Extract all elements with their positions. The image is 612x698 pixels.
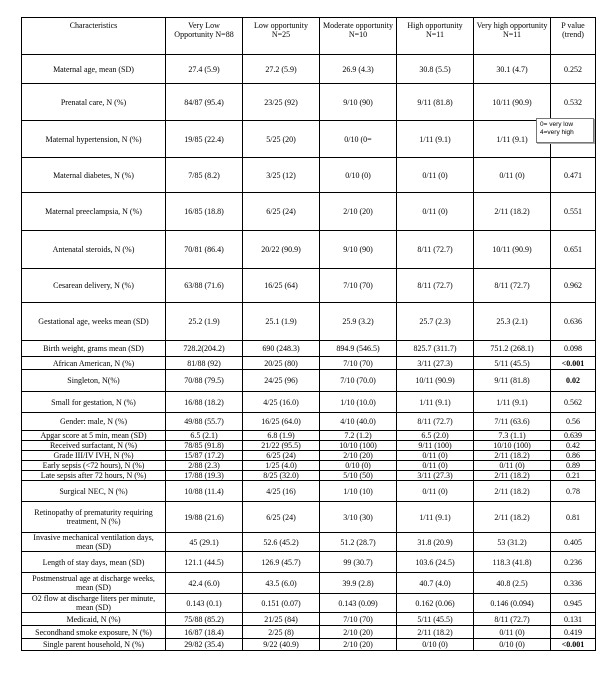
value-cell: 6.5 (2.1) — [166, 431, 243, 441]
value-cell: 121.1 (44.5) — [166, 552, 243, 573]
p-value-cell: 0.21 — [551, 471, 596, 481]
value-cell: 25.1 (1.9) — [243, 303, 320, 341]
table-row — [22, 552, 596, 573]
value-cell: 8/11 (72.7) — [474, 269, 551, 303]
table-row — [22, 461, 596, 471]
value-cell: 8/11 (72.7) — [397, 269, 474, 303]
p-value-cell: 0.471 — [551, 158, 596, 193]
row-label: Surgical NEC, N (%) — [22, 481, 166, 502]
value-cell: 9/10 (90) — [320, 84, 397, 121]
p-value-cell: 0.562 — [551, 392, 596, 413]
row-label: Birth weight, grams mean (SD) — [22, 341, 166, 357]
row-label: Maternal preeclampsia, N (%) — [22, 193, 166, 231]
characteristics-table — [21, 17, 596, 651]
row-label: Maternal age, mean (SD) — [22, 55, 166, 84]
value-cell: 63/88 (71.6) — [166, 269, 243, 303]
value-cell: 1/10 (10.0) — [320, 392, 397, 413]
value-cell: 3/10 (30) — [320, 502, 397, 533]
value-cell: 2/11 (18.2) — [474, 502, 551, 533]
row-label: Retinopathy of prematurity requiring treatment, N (%) — [22, 502, 166, 533]
value-cell: 825.7 (311.7) — [397, 341, 474, 357]
table-row — [22, 269, 596, 303]
value-cell: 1/11 (9.1) — [474, 392, 551, 413]
table-row — [22, 471, 596, 481]
value-cell: 16/25 (64.0) — [243, 413, 320, 431]
scale-legend-note — [536, 118, 594, 143]
table-row — [22, 121, 596, 158]
row-label: Maternal diabetes, N (%) — [22, 158, 166, 193]
value-cell: 10/11 (90.9) — [397, 370, 474, 392]
value-cell: 9/11 (81.8) — [474, 370, 551, 392]
value-cell: 16/87 (18.4) — [166, 626, 243, 639]
column-header: Moderate opportunity N=10 — [320, 18, 397, 55]
value-cell: 0.151 (0.07) — [243, 594, 320, 613]
value-cell: 19/88 (21.6) — [166, 502, 243, 533]
value-cell: 19/85 (22.4) — [166, 121, 243, 158]
value-cell: 8/11 (72.7) — [474, 613, 551, 626]
value-cell: 70/88 (79.5) — [166, 370, 243, 392]
value-cell: 84/87 (95.4) — [166, 84, 243, 121]
value-cell: 1/10 (10) — [320, 481, 397, 502]
p-value-cell: 0.532 — [551, 84, 596, 121]
legend-line: 0= very low — [540, 121, 574, 128]
value-cell: 3/11 (27.3) — [397, 357, 474, 370]
value-cell: 30.1 (4.7) — [474, 55, 551, 84]
value-cell: 9/10 (90) — [320, 231, 397, 269]
value-cell: 2/11 (18.2) — [397, 626, 474, 639]
row-label: Length of stay days, mean (SD) — [22, 552, 166, 573]
value-cell: 0/11 (0) — [397, 461, 474, 471]
value-cell: 26.9 (4.3) — [320, 55, 397, 84]
p-value-cell: 0.81 — [551, 502, 596, 533]
table-row — [22, 533, 596, 552]
row-label: Gestational age, weeks mean (SD) — [22, 303, 166, 341]
value-cell: 1/11 (9.1) — [474, 121, 551, 158]
value-cell: 0/10 (0= — [320, 121, 397, 158]
value-cell: 10/11 (90.9) — [474, 231, 551, 269]
value-cell: 126.9 (45.7) — [243, 552, 320, 573]
value-cell: 6.5 (2.0) — [397, 431, 474, 441]
value-cell: 4/25 (16.0) — [243, 392, 320, 413]
row-label: Medicaid, N (%) — [22, 613, 166, 626]
value-cell: 40.7 (4.0) — [397, 573, 474, 594]
value-cell: 16/25 (64) — [243, 269, 320, 303]
value-cell: 0/10 (0) — [474, 639, 551, 651]
value-cell: 1/11 (9.1) — [397, 121, 474, 158]
row-label: Gender: male, N (%) — [22, 413, 166, 431]
value-cell: 7/11 (63.6) — [474, 413, 551, 431]
table-row — [22, 626, 596, 639]
p-value-cell: 0.098 — [551, 341, 596, 357]
table-row — [22, 451, 596, 461]
value-cell: 27.2 (5.9) — [243, 55, 320, 84]
table-row — [22, 357, 596, 370]
value-cell: 7/10 (70) — [320, 269, 397, 303]
table-row — [22, 481, 596, 502]
value-cell: 0.143 (0.1) — [166, 594, 243, 613]
table-row — [22, 158, 596, 193]
p-value-cell: 0.02 — [551, 370, 596, 392]
row-label: Secondhand smoke exposure, N (%) — [22, 626, 166, 639]
value-cell: 5/11 (45.5) — [474, 357, 551, 370]
row-label: O2 flow at discharge liters per minute, mean (SD) — [22, 594, 166, 613]
value-cell: 70/81 (86.4) — [166, 231, 243, 269]
value-cell: 0/10 (0) — [320, 461, 397, 471]
table-row — [22, 193, 596, 231]
value-cell: 27.4 (5.9) — [166, 55, 243, 84]
value-cell: 81/88 (92) — [166, 357, 243, 370]
value-cell: 103.6 (24.5) — [397, 552, 474, 573]
legend-line: 4=very high — [540, 129, 574, 136]
value-cell: 0/10 (0) — [320, 158, 397, 193]
table-row — [22, 231, 596, 269]
value-cell: 7/10 (70) — [320, 613, 397, 626]
value-cell: 43.5 (6.0) — [243, 573, 320, 594]
value-cell: 5/11 (45.5) — [397, 613, 474, 626]
row-label: African American, N (%) — [22, 357, 166, 370]
value-cell: 2/11 (18.2) — [474, 481, 551, 502]
value-cell: 25.2 (1.9) — [166, 303, 243, 341]
table-row — [22, 55, 596, 84]
value-cell: 9/11 (100) — [397, 441, 474, 451]
row-label: Single parent household, N (%) — [22, 639, 166, 651]
p-value-cell: <0.001 — [551, 357, 596, 370]
table-row — [22, 341, 596, 357]
value-cell: 7/85 (8.2) — [166, 158, 243, 193]
value-cell: 7.2 (1.2) — [320, 431, 397, 441]
value-cell: 728.2(204.2) — [166, 341, 243, 357]
value-cell: 21/22 (95.5) — [243, 441, 320, 451]
value-cell: 9/22 (40.9) — [243, 639, 320, 651]
value-cell: 39.9 (2.8) — [320, 573, 397, 594]
table-row — [22, 573, 596, 594]
value-cell: 8/11 (72.7) — [397, 231, 474, 269]
p-value-cell: 0.639 — [551, 431, 596, 441]
column-header: Very Low Opportunity N=88 — [166, 18, 243, 55]
value-cell: 690 (248.3) — [243, 341, 320, 357]
value-cell: 5/10 (50) — [320, 471, 397, 481]
value-cell: 20/22 (90.9) — [243, 231, 320, 269]
p-value-cell: 0.252 — [551, 55, 596, 84]
row-label: Late sepsis after 72 hours, N (%) — [22, 471, 166, 481]
value-cell: 0.143 (0.09) — [320, 594, 397, 613]
value-cell: 1/11 (9.1) — [397, 392, 474, 413]
value-cell: 8/25 (32.0) — [243, 471, 320, 481]
value-cell: 6/25 (24) — [243, 451, 320, 461]
value-cell: 0/11 (0) — [397, 451, 474, 461]
p-value-cell: 0.945 — [551, 594, 596, 613]
table-row — [22, 370, 596, 392]
p-value-cell: 0.86 — [551, 451, 596, 461]
table-row — [22, 613, 596, 626]
value-cell: 40.8 (2.5) — [474, 573, 551, 594]
value-cell: 25.9 (3.2) — [320, 303, 397, 341]
table-row — [22, 431, 596, 441]
value-cell: 99 (30.7) — [320, 552, 397, 573]
table-row — [22, 84, 596, 121]
value-cell: 2/10 (20) — [320, 639, 397, 651]
p-value-cell: 0.42 — [551, 441, 596, 451]
row-label: Early sepsis (<72 hours), N (%) — [22, 461, 166, 471]
value-cell: 42.4 (6.0) — [166, 573, 243, 594]
value-cell: 0.162 (0.06) — [397, 594, 474, 613]
value-cell: 2/10 (20) — [320, 193, 397, 231]
value-cell: 51.2 (28.7) — [320, 533, 397, 552]
value-cell: 17/88 (19.3) — [166, 471, 243, 481]
p-value-cell: 0.56 — [551, 413, 596, 431]
value-cell: 0/11 (0) — [474, 158, 551, 193]
table-row — [22, 639, 596, 651]
value-cell: 15/87 (17.2) — [166, 451, 243, 461]
value-cell: 1/11 (9.1) — [397, 502, 474, 533]
p-value-cell: 0.636 — [551, 303, 596, 341]
value-cell: 52.6 (45.2) — [243, 533, 320, 552]
value-cell: 21/25 (84) — [243, 613, 320, 626]
value-cell: 30.8 (5.5) — [397, 55, 474, 84]
value-cell: 0/11 (0) — [397, 158, 474, 193]
value-cell: 10/10 (100) — [474, 441, 551, 451]
value-cell: 0/11 (0) — [397, 481, 474, 502]
value-cell: 6/25 (24) — [243, 502, 320, 533]
row-label: Maternal hypertension, N (%) — [22, 121, 166, 158]
value-cell: 2/25 (8) — [243, 626, 320, 639]
value-cell: 2/11 (18.2) — [474, 193, 551, 231]
row-label: Apgar score at 5 min, mean (SD) — [22, 431, 166, 441]
value-cell: 0.146 (0.094) — [474, 594, 551, 613]
p-value-cell: 0.405 — [551, 533, 596, 552]
column-header: High opportunity N=11 — [397, 18, 474, 55]
value-cell: 2/10 (20) — [320, 451, 397, 461]
value-cell: 0/11 (0) — [474, 461, 551, 471]
row-label: Grade III/IV IVH, N (%) — [22, 451, 166, 461]
row-label: Cesarean delivery, N (%) — [22, 269, 166, 303]
value-cell: 2/11 (18.2) — [474, 451, 551, 461]
value-cell: 6/25 (24) — [243, 193, 320, 231]
value-cell: 7/10 (70) — [320, 357, 397, 370]
row-label: Singleton, N(%) — [22, 370, 166, 392]
value-cell: 2/88 (2.3) — [166, 461, 243, 471]
value-cell: 16/88 (18.2) — [166, 392, 243, 413]
column-header: Low opportunity N=25 — [243, 18, 320, 55]
value-cell: 25.7 (2.3) — [397, 303, 474, 341]
column-header: P value (trend) — [551, 18, 596, 55]
p-value-cell: <0.001 — [551, 639, 596, 651]
p-value-cell: 0.336 — [551, 573, 596, 594]
column-header: Characteristics — [22, 18, 166, 55]
value-cell: 8/11 (72.7) — [397, 413, 474, 431]
value-cell: 29/82 (35.4) — [166, 639, 243, 651]
table-row — [22, 303, 596, 341]
p-value-cell: 0.131 — [551, 613, 596, 626]
value-cell: 7/10 (70.0) — [320, 370, 397, 392]
row-label: Postmenstrual age at discharge weeks, mean (SD) — [22, 573, 166, 594]
value-cell: 3/25 (12) — [243, 158, 320, 193]
value-cell: 31.8 (20.9) — [397, 533, 474, 552]
value-cell: 24/25 (96) — [243, 370, 320, 392]
value-cell: 4/10 (40.0) — [320, 413, 397, 431]
p-value-cell: 0.551 — [551, 193, 596, 231]
value-cell: 2/11 (18.2) — [474, 471, 551, 481]
value-cell: 75/88 (85.2) — [166, 613, 243, 626]
value-cell: 2/10 (20) — [320, 626, 397, 639]
value-cell: 49/88 (55.7) — [166, 413, 243, 431]
value-cell: 3/11 (27.3) — [397, 471, 474, 481]
row-label: Invasive mechanical ventilation days, mean (SD) — [22, 533, 166, 552]
value-cell: 9/11 (81.8) — [397, 84, 474, 121]
p-value-cell: 0.78 — [551, 481, 596, 502]
value-cell: 7.3 (1.1) — [474, 431, 551, 441]
column-header: Very high opportunity N=11 — [474, 18, 551, 55]
value-cell: 53 (31.2) — [474, 533, 551, 552]
value-cell: 78/85 (91.8) — [166, 441, 243, 451]
value-cell: 16/85 (18.8) — [166, 193, 243, 231]
row-label: Received surfactant, N (%) — [22, 441, 166, 451]
row-label: Antenatal steroids, N (%) — [22, 231, 166, 269]
p-value-cell: 0.962 — [551, 269, 596, 303]
value-cell: 10/11 (90.9) — [474, 84, 551, 121]
value-cell: 25.3 (2.1) — [474, 303, 551, 341]
table-row — [22, 413, 596, 431]
value-cell: 10/88 (11.4) — [166, 481, 243, 502]
table-row — [22, 441, 596, 451]
p-value-cell: 0.419 — [551, 626, 596, 639]
header-row — [22, 18, 596, 55]
value-cell: 45 (29.1) — [166, 533, 243, 552]
table-row — [22, 594, 596, 613]
value-cell: 0/11 (0) — [397, 193, 474, 231]
table-row — [22, 392, 596, 413]
row-label: Small for gestation, N (%) — [22, 392, 166, 413]
value-cell: 20/25 (80) — [243, 357, 320, 370]
value-cell: 894.9 (546.5) — [320, 341, 397, 357]
value-cell: 23/25 (92) — [243, 84, 320, 121]
value-cell: 10/10 (100) — [320, 441, 397, 451]
value-cell: 6.8 (1.9) — [243, 431, 320, 441]
value-cell: 5/25 (20) — [243, 121, 320, 158]
value-cell: 1/25 (4.0) — [243, 461, 320, 471]
row-label: Prenatal care, N (%) — [22, 84, 166, 121]
p-value-cell: 0.651 — [551, 231, 596, 269]
value-cell: 751.2 (268.1) — [474, 341, 551, 357]
p-value-cell: 0.89 — [551, 461, 596, 471]
value-cell: 4/25 (16) — [243, 481, 320, 502]
p-value-cell: 0.236 — [551, 552, 596, 573]
table-row — [22, 502, 596, 533]
value-cell: 0/11 (0) — [474, 626, 551, 639]
value-cell: 0/10 (0) — [397, 639, 474, 651]
value-cell: 118.3 (41.8) — [474, 552, 551, 573]
